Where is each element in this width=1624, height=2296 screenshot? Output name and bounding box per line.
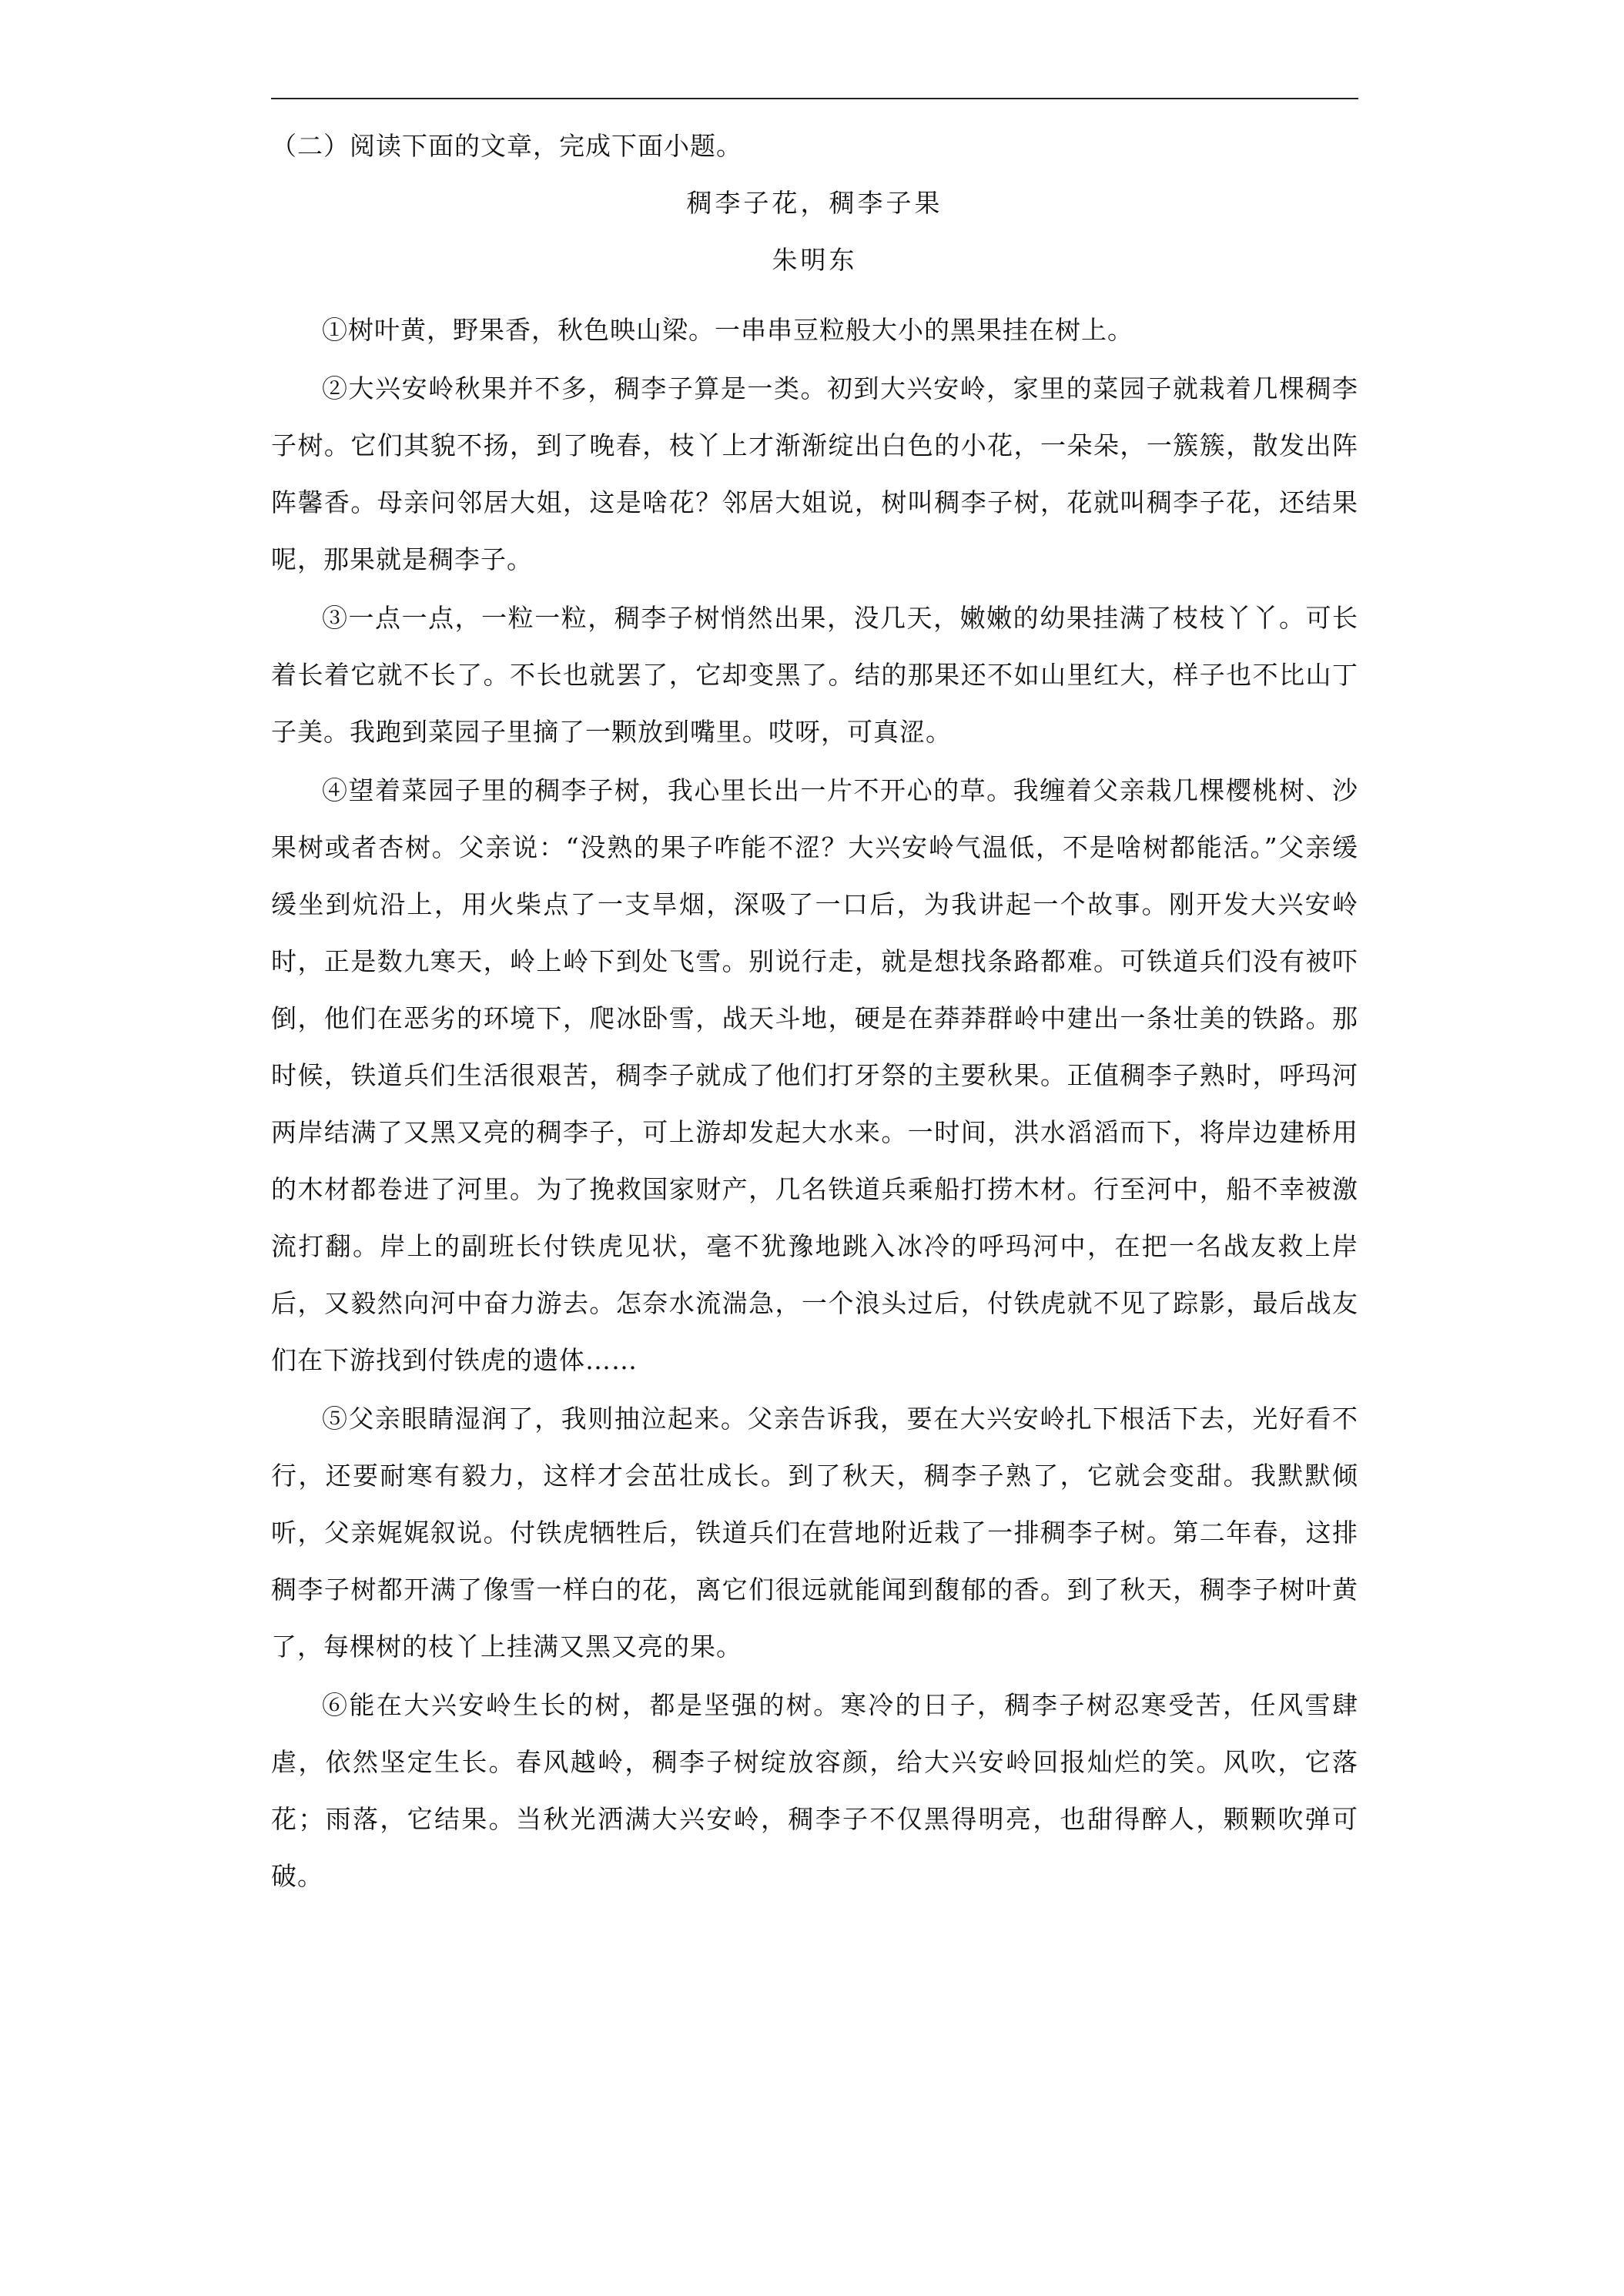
article-author: 朱明东 [772, 245, 858, 275]
document-body [271, 131, 1358, 1905]
paragraph-5: ⑤父亲眼睛湿润了，我则抽泣起来。父亲告诉我，要在大兴安岭扎下根活下去，光好看不行，还要耐寒有毅力，这样才会茁壮成长。到了秋天，稠李子熟了，它就会变甜。我默默倾听，父亲娓娓叙说。付铁虎牺牲后，铁道兵们在营地附近栽了一排稠李子树。第二年春，这排稠李子树都开满了像雪一样白的花，离它们很远就能闻到馥郁的香。到了秋天，稠李子树叶黄了，每棵树的枝丫上挂满又黑又亮的果。 [271, 1404, 1358, 1662]
section-intro: （二）阅读下面的文章，完成下面小题。 [271, 131, 742, 161]
header-rule [271, 98, 1358, 99]
paragraph-1: ①树叶黄，野果香，秋色映山梁。一串串豆粒般大小的黑果挂在树上。 [322, 315, 1133, 345]
article-title: 稠李子花，稠李子果 [686, 188, 943, 218]
paragraph-2: ②大兴安岭秋果并不多，稠李子算是一类。初到大兴安岭，家里的菜园子就栽着几棵稠李子树。它们其貌不扬，到了晚春，枝丫上才渐渐绽出白色的小花，一朵朵，一簇簇，散发出阵阵馨香。母亲问邻居大姐，这是啥花？邻居大姐说，树叫稠李子树，花就叫稠李子花，还结果呢，那果就是稠李子。 [271, 373, 1358, 574]
paragraph-6: ⑥能在大兴安岭生长的树，都是坚强的树。寒冷的日子，稠李子树忍寒受苦，任风雪肆虐，依然坚定生长。春风越岭，稠李子树绽放容颜，给大兴安岭回报灿烂的笑。风吹，它落花；雨落，它结果。当秋光洒满大兴安岭，稠李子不仅黑得明亮，也甜得醉人，颗颗吹弹可破。 [271, 1690, 1358, 1891]
paragraph-3: ③一点一点，一粒一粒，稠李子树悄然出果，没几天，嫩嫩的幼果挂满了枝枝丫丫。可长着长着它就不长了。不长也就罢了，它却变黑了。结的那果还不如山里红大，样子也不比山丁子美。我跑到菜园子里摘了一颗放到嘴里。哎呀，可真涩。 [271, 603, 1358, 747]
paragraph-4: ④望着菜园子里的稠李子树，我心里长出一片不开心的草。我缠着父亲栽几棵樱桃树、沙果树或者杏树。父亲说：“没熟的果子咋能不涩？大兴安岭气温低，不是啥树都能活。”父亲缓缓坐到炕沿上，用火柴点了一支旱烟，深吸了一口后，为我讲起一个故事。刚开发大兴安岭时，正是数九寒天，岭上岭下到处飞雪。别说行走，就是想找条路都难。可铁道兵们没有被吓倒，他们在恶劣的环境下，爬冰卧雪，战天斗地，硬是在莽莽群岭中建出一条壮美的铁路。那时候，铁道兵们生活很艰苦，稠李子就成了他们打牙祭的主要秋果。正值稠李子熟时，呼玛河两岸结满了又黑又亮的稠李子，可上游却发起大水来。一时间，洪水滔滔而下，将岸边建桥用的木材都卷进了河里。为了挽救国家财产，几名铁道兵乘船打捞木材。行至河中，船不幸被激流打翻。岸上的副班长付铁虎见状，毫不犹豫地跳入冰冷的呼玛河中，在把一名战友救上岸后，又毅然向河中奋力游去。怎奈水流湍急，一个浪头过后，付铁虎就不见了踪影，最后战友们在下游找到付铁虎的遗体…… [271, 775, 1358, 1375]
